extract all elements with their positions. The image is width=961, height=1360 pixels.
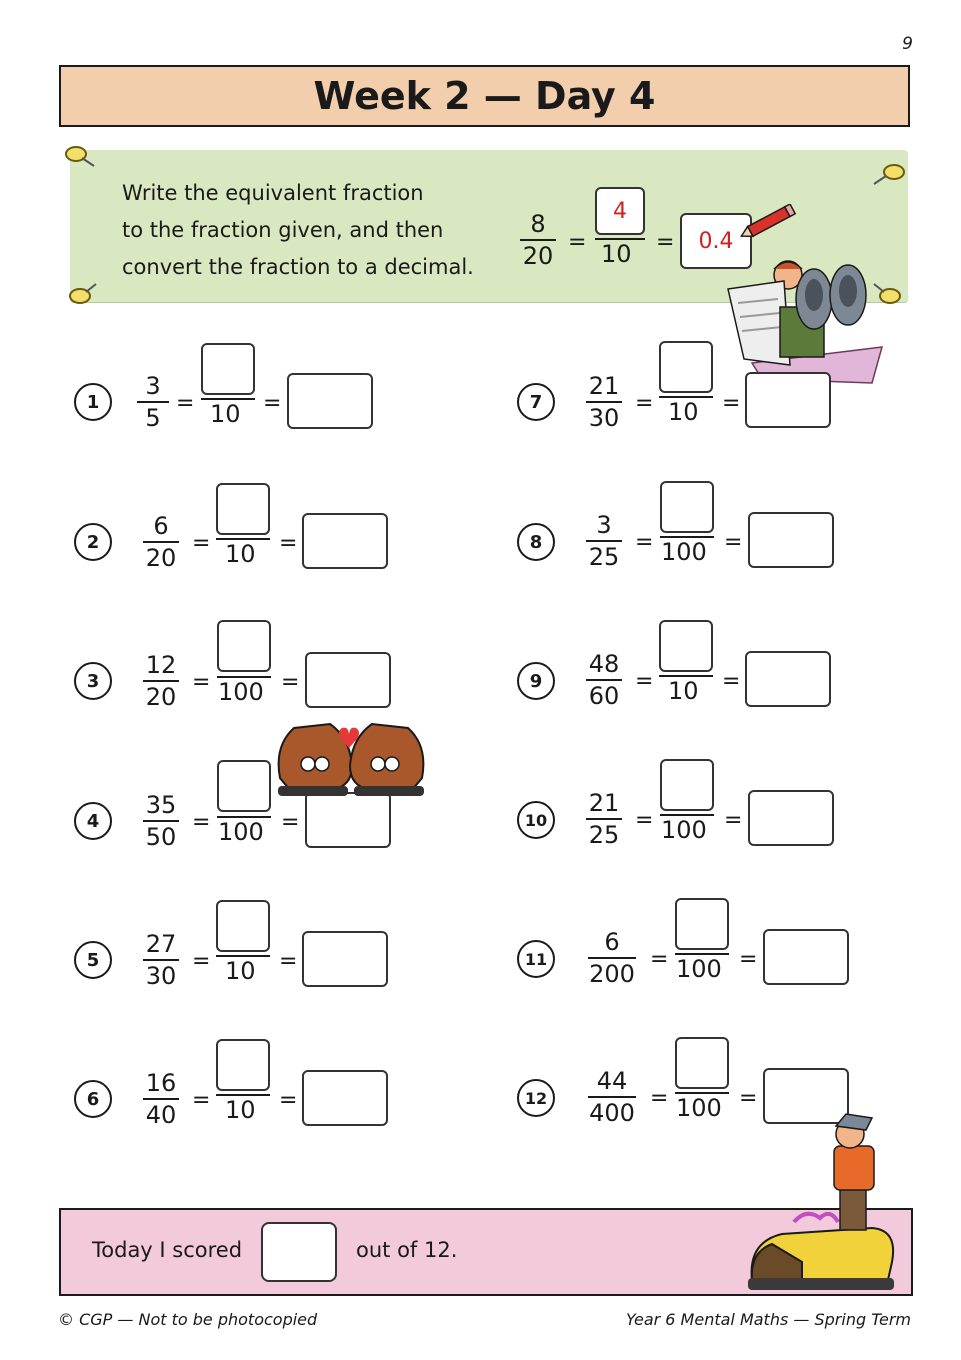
target-denominator: 100 <box>661 816 707 844</box>
equals-sign: = <box>722 391 741 416</box>
example-answer-denominator: 10 <box>601 240 632 268</box>
question-number: 8 <box>517 523 555 561</box>
example-denominator: 20 <box>522 242 554 270</box>
equals-sign: = <box>739 947 758 972</box>
target-denominator: 100 <box>676 1094 722 1122</box>
target-denominator: 100 <box>218 678 264 706</box>
decimal-answer-box[interactable] <box>745 372 831 428</box>
decimal-answer-box[interactable] <box>302 931 388 987</box>
denominator: 30 <box>145 962 177 990</box>
denominator: 5 <box>145 404 161 432</box>
fraction-bar <box>143 1098 179 1100</box>
target-denominator: 10 <box>210 400 241 428</box>
copyright-footer: © CGP — Not to be photocopied <box>58 1310 318 1329</box>
question-fraction <box>143 791 179 851</box>
decimal-answer-box[interactable] <box>748 790 834 846</box>
numerator: 48 <box>588 650 620 678</box>
pencil-icon <box>738 204 800 240</box>
score-prefix: Today I scored <box>92 1238 243 1262</box>
question-fraction <box>143 651 179 711</box>
target-denominator: 100 <box>661 538 707 566</box>
target-denominator: 10 <box>225 1096 256 1124</box>
equals-sign: = <box>568 230 587 255</box>
question-fraction <box>143 512 179 572</box>
question-number: 6 <box>74 1080 112 1118</box>
fraction-bar <box>143 680 179 682</box>
question-fraction <box>143 930 179 990</box>
numerator-answer-box[interactable] <box>217 760 271 812</box>
pin-icon <box>872 160 908 190</box>
fraction-bar <box>143 541 179 543</box>
numerator: 27 <box>145 930 177 958</box>
numerator-answer-box[interactable] <box>675 898 729 950</box>
decimal-answer-box[interactable] <box>748 512 834 568</box>
fraction-bar <box>586 818 622 820</box>
numerator-answer-box[interactable] <box>659 620 713 672</box>
question-fraction <box>586 650 622 710</box>
equals-sign: = <box>656 230 675 255</box>
page-title: Week 2 — Day 4 <box>313 74 656 118</box>
fraction-bar <box>586 679 622 681</box>
question-number: 10 <box>517 801 555 839</box>
book-title-footer: Year 6 Mental Maths — Spring Term <box>625 1310 911 1329</box>
numerator-answer-box[interactable] <box>217 620 271 672</box>
target-denominator: 100 <box>676 955 722 983</box>
equals-sign: = <box>635 808 654 833</box>
target-denominator: 100 <box>218 818 264 846</box>
numerator-answer-box[interactable] <box>201 343 255 395</box>
equals-sign: = <box>192 531 211 556</box>
shoes-in-love-illustration <box>272 716 430 798</box>
numerator: 12 <box>145 651 177 679</box>
question-fraction <box>586 789 622 849</box>
question-number: 5 <box>74 941 112 979</box>
denominator: 50 <box>145 823 177 851</box>
man-reading-newspaper-illustration <box>722 255 892 385</box>
numerator-answer-box[interactable] <box>216 483 270 535</box>
equals-sign: = <box>635 391 654 416</box>
question-fraction <box>588 1067 636 1127</box>
equals-sign: = <box>650 947 669 972</box>
fraction-bar <box>588 1096 636 1098</box>
equals-sign: = <box>263 391 282 416</box>
instructions <box>122 175 522 286</box>
equals-sign: = <box>281 670 300 695</box>
question-fraction <box>137 372 169 432</box>
numerator-answer-box[interactable] <box>216 1039 270 1091</box>
equals-sign: = <box>281 810 300 835</box>
numerator: 6 <box>604 928 620 956</box>
fraction-bar <box>586 540 622 542</box>
fraction-bar <box>143 820 179 822</box>
decimal-answer-box[interactable] <box>287 373 373 429</box>
equals-sign: = <box>722 669 741 694</box>
question-fraction <box>586 372 622 432</box>
question-fraction <box>586 511 622 571</box>
instruction-line: Write the equivalent fraction <box>122 181 424 205</box>
man-on-shoe-illustration <box>742 1112 912 1298</box>
question-number: 7 <box>517 383 555 421</box>
numerator: 16 <box>145 1069 177 1097</box>
question-number: 3 <box>74 662 112 700</box>
decimal-answer-box[interactable] <box>302 1070 388 1126</box>
denominator: 20 <box>145 544 177 572</box>
denominator: 60 <box>588 682 620 710</box>
equals-sign: = <box>279 949 298 974</box>
question-fraction <box>143 1069 179 1129</box>
numerator: 21 <box>588 789 620 817</box>
equals-sign: = <box>739 1086 758 1111</box>
denominator: 400 <box>589 1099 635 1127</box>
pin-icon <box>62 142 98 172</box>
numerator-answer-box[interactable] <box>216 900 270 952</box>
equals-sign: = <box>279 531 298 556</box>
denominator: 25 <box>588 821 620 849</box>
target-denominator: 10 <box>668 677 699 705</box>
denominator: 20 <box>145 683 177 711</box>
instruction-line: convert the fraction to a decimal. <box>122 255 474 279</box>
numerator: 3 <box>145 372 161 400</box>
example-fraction <box>520 210 556 270</box>
equals-sign: = <box>635 530 654 555</box>
equals-sign: = <box>724 808 743 833</box>
decimal-answer-box[interactable] <box>302 513 388 569</box>
question-number: 11 <box>517 940 555 978</box>
equals-sign: = <box>192 670 211 695</box>
example-answer-numerator: 4 <box>613 198 627 224</box>
numerator: 35 <box>145 791 177 819</box>
question-number: 4 <box>74 802 112 840</box>
instruction-line: to the fraction given, and then <box>122 218 444 242</box>
denominator: 40 <box>145 1101 177 1129</box>
numerator: 21 <box>588 372 620 400</box>
example-numerator: 8 <box>530 210 546 238</box>
title-bar <box>59 65 910 127</box>
example-numerator-box <box>595 187 645 235</box>
decimal-answer-box[interactable] <box>745 651 831 707</box>
equals-sign: = <box>635 669 654 694</box>
target-denominator: 10 <box>668 398 699 426</box>
equals-sign: = <box>176 391 195 416</box>
equals-sign: = <box>192 1088 211 1113</box>
equals-sign: = <box>192 810 211 835</box>
denominator: 200 <box>589 960 635 988</box>
decimal-answer-box[interactable] <box>763 929 849 985</box>
question-fraction <box>588 928 636 988</box>
equals-sign: = <box>192 949 211 974</box>
fraction-bar <box>588 957 636 959</box>
denominator: 25 <box>588 543 620 571</box>
question-number: 9 <box>517 662 555 700</box>
target-denominator: 10 <box>225 540 256 568</box>
numerator: 44 <box>596 1067 628 1095</box>
equals-sign: = <box>650 1086 669 1111</box>
fraction-bar <box>586 401 622 403</box>
target-denominator: 10 <box>225 957 256 985</box>
fraction-bar <box>137 401 169 403</box>
pin-icon <box>62 280 98 310</box>
numerator: 3 <box>596 511 612 539</box>
numerator-answer-box[interactable] <box>675 1037 729 1089</box>
numerator-answer-box[interactable] <box>659 341 713 393</box>
question-number: 1 <box>74 383 112 421</box>
numerator-answer-box[interactable] <box>660 481 714 533</box>
fraction-bar <box>143 959 179 961</box>
score-input-box[interactable] <box>261 1222 337 1282</box>
score-suffix: out of 12. <box>356 1238 458 1262</box>
numerator: 6 <box>153 512 169 540</box>
page-number: 9 <box>902 34 913 54</box>
decimal-answer-box[interactable] <box>305 652 391 708</box>
example-decimal: 0.4 <box>698 228 734 254</box>
decimal-answer-box[interactable] <box>305 792 391 848</box>
denominator: 30 <box>588 404 620 432</box>
question-number: 12 <box>517 1079 555 1117</box>
question-number: 2 <box>74 523 112 561</box>
equals-sign: = <box>724 530 743 555</box>
numerator-answer-box[interactable] <box>660 759 714 811</box>
equals-sign: = <box>279 1088 298 1113</box>
fraction-bar <box>520 239 556 241</box>
